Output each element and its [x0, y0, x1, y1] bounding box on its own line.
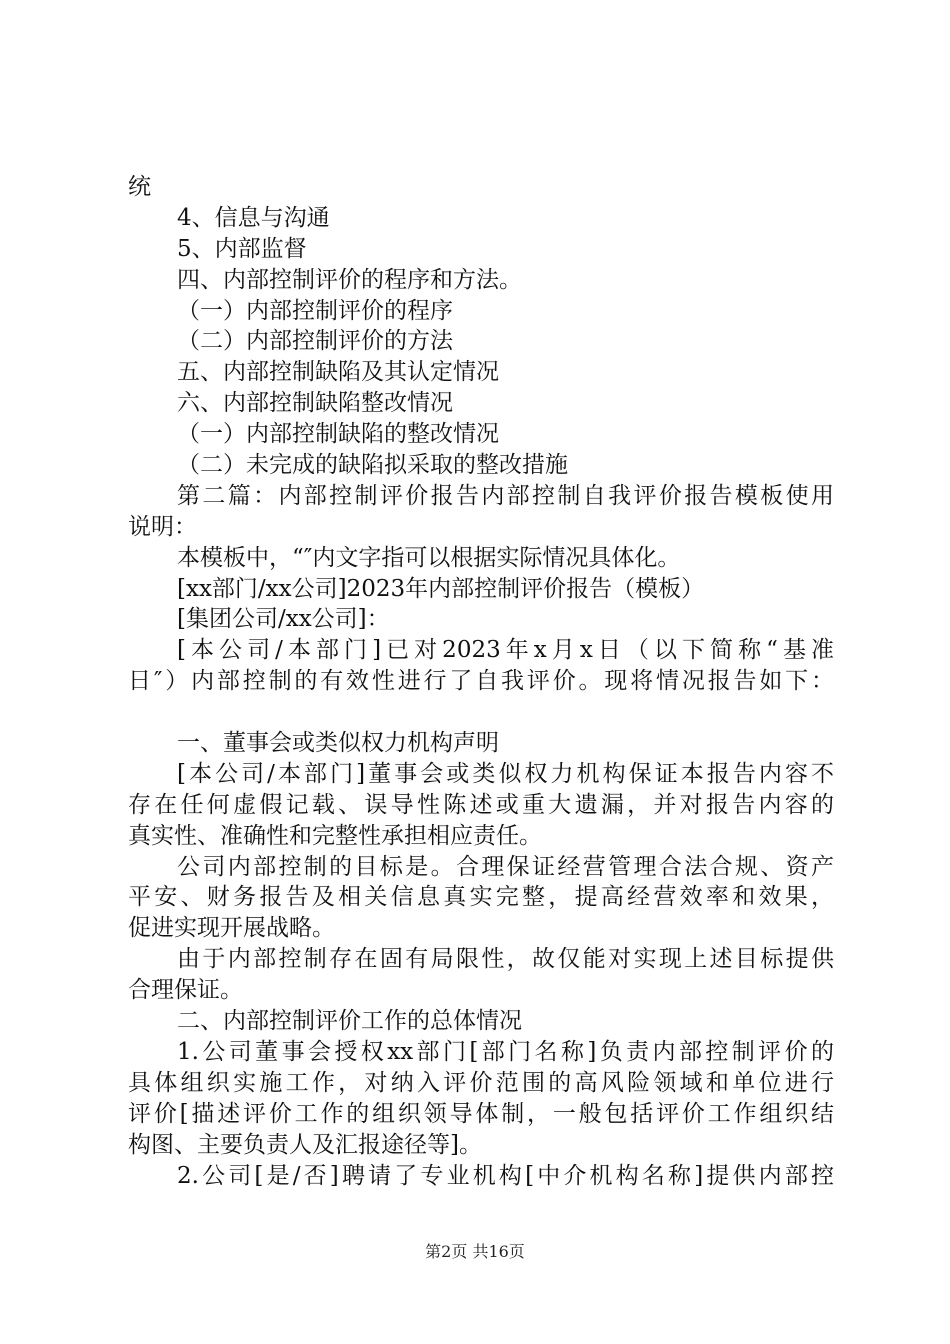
- text-line: 统: [128, 174, 151, 200]
- chapter-title: 第二篇：内部控制评价报告内部控制自我评价报告模板使用: [177, 482, 834, 509]
- text-line: 合理保证。: [128, 977, 243, 1004]
- text-line: 日″）内部控制的有效性进行了自我评价。现将情况报告如下：: [128, 668, 834, 695]
- text-line: 说明：: [128, 513, 197, 540]
- page-number: 第2页 共16页: [425, 1242, 525, 1261]
- document-body: [128, 172, 834, 1191]
- text-line: 2.公司[是/否]聘请了专业机构[中介机构名称]提供内部控: [177, 1162, 834, 1189]
- text-line: 构图、主要负责人及汇报途径等]。: [128, 1131, 482, 1158]
- text-line: 1.公司董事会授权xx部门[部门名称]负责内部控制评价的: [177, 1038, 834, 1065]
- section-heading: 六、内部控制缺陷整改情况: [177, 390, 453, 417]
- text-line: 存在任何虚假记载、误导性陈述或重大遗漏，并对报告内容的: [128, 791, 834, 818]
- report-title: [xx部门/xx公司]2023年内部控制评价报告（模板）: [177, 575, 705, 602]
- text-line: 评价[描述评价工作的组织领导体制，一般包括评价工作组织结: [128, 1100, 834, 1127]
- text-line: 5、内部监督: [177, 235, 307, 262]
- text-line: 平安、财务报告及相关信息真实完整，提高经营效率和效果，: [128, 884, 834, 911]
- addressee: [集团公司/xx公司]：: [177, 606, 390, 633]
- subsection-heading: （二）未完成的缺陷拟采取的整改措施: [177, 452, 568, 479]
- text-line: 由于内部控制存在固有局限性，故仅能对实现上述目标提供: [177, 946, 834, 973]
- text-line: [本公司/本部门]董事会或类似权力机构保证本报告内容不: [177, 760, 834, 787]
- section-heading: 一、董事会或类似权力机构声明: [177, 730, 499, 757]
- section-heading: 二、内部控制评价工作的总体情况: [177, 1008, 522, 1035]
- section-heading: 四、内部控制评价的程序和方法。: [177, 266, 522, 293]
- text-line: 4、信息与沟通: [177, 204, 330, 231]
- subsection-heading: （一）内部控制缺陷的整改情况: [177, 421, 499, 448]
- subsection-heading: （二）内部控制评价的方法: [177, 328, 453, 355]
- text-line: 促进实现开展战略。: [128, 915, 335, 942]
- text-line: 具体组织实施工作，对纳入评价范围的高风险领域和单位进行: [128, 1069, 834, 1096]
- text-line: 真实性、准确性和完整性承担相应责任。: [128, 822, 542, 849]
- text-line: 公司内部控制的目标是。合理保证经营管理合法合规、资产: [177, 853, 834, 880]
- section-heading: 五、内部控制缺陷及其认定情况: [177, 359, 499, 386]
- text-line: 本模板中，“″内文字指可以根据实际情况具体化。: [177, 544, 681, 571]
- blank-line: [128, 697, 834, 728]
- text-line: [本公司/本部门]已对2023年x月x日（以下简称“基准: [177, 637, 834, 664]
- subsection-heading: （一）内部控制评价的程序: [177, 297, 453, 324]
